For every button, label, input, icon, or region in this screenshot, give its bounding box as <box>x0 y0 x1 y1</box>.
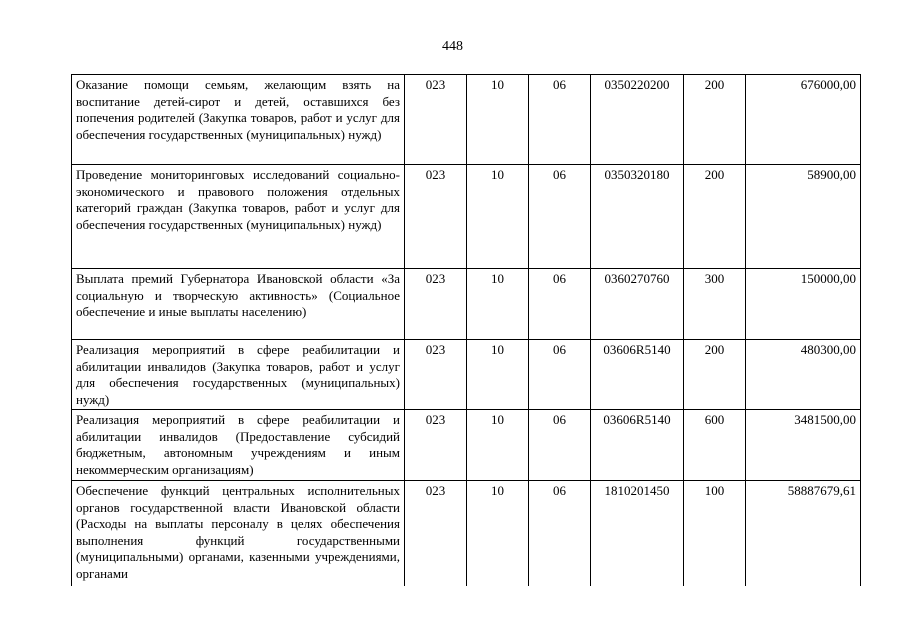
section-code: 10 <box>467 269 529 340</box>
section-code: 10 <box>467 165 529 269</box>
ministry-code: 023 <box>405 410 467 481</box>
expense-type-code: 600 <box>684 410 746 481</box>
subsection-code: 06 <box>529 75 591 165</box>
amount: 676000,00 <box>746 75 861 165</box>
section-code: 10 <box>467 75 529 165</box>
ministry-code: 023 <box>405 75 467 165</box>
subsection-code: 06 <box>529 410 591 481</box>
ministry-code: 023 <box>405 481 467 586</box>
budget-table <box>71 74 861 586</box>
expense-name: Оказание помощи семьям, желающим взять на воспитание детей-сирот и детей, оставшихся без попечения родителей (Закупка товаров, работ и услуг для обеспечения государственных (муниципальных) нужд) <box>72 75 405 165</box>
amount: 58900,00 <box>746 165 861 269</box>
expense-name: Реализация мероприятий в сфере реабилитации и абилитации инвалидов (Предоставление субсидий бюджетным, автономным учреждениям и иным некоммерческим организациям) <box>72 410 405 481</box>
amount: 58887679,61 <box>746 481 861 586</box>
amount: 150000,00 <box>746 269 861 340</box>
amount: 480300,00 <box>746 340 861 410</box>
table-row <box>72 410 861 481</box>
subsection-code: 06 <box>529 340 591 410</box>
subsection-code: 06 <box>529 165 591 269</box>
target-article-code: 03606R5140 <box>591 340 684 410</box>
target-article-code: 0350320180 <box>591 165 684 269</box>
ministry-code: 023 <box>405 165 467 269</box>
target-article-code: 0360270760 <box>591 269 684 340</box>
amount: 3481500,00 <box>746 410 861 481</box>
expense-type-code: 200 <box>684 340 746 410</box>
ministry-code: 023 <box>405 269 467 340</box>
section-code: 10 <box>467 340 529 410</box>
expense-type-code: 300 <box>684 269 746 340</box>
expense-type-code: 200 <box>684 75 746 165</box>
target-article-code: 03606R5140 <box>591 410 684 481</box>
expense-name: Реализация мероприятий в сфере реабилитации и абилитации инвалидов (Закупка товаров, работ и услуг для обеспечения государственных (муниципальных) нужд) <box>72 340 405 410</box>
target-article-code: 0350220200 <box>591 75 684 165</box>
ministry-code: 023 <box>405 340 467 410</box>
target-article-code: 1810201450 <box>591 481 684 586</box>
subsection-code: 06 <box>529 481 591 586</box>
page-number: 448 <box>442 39 463 54</box>
section-code: 10 <box>467 410 529 481</box>
table-row <box>72 340 861 410</box>
expense-type-code: 200 <box>684 165 746 269</box>
table-row <box>72 269 861 340</box>
table-row <box>72 75 861 165</box>
table-row <box>72 165 861 269</box>
subsection-code: 06 <box>529 269 591 340</box>
table-row <box>72 481 861 586</box>
expense-type-code: 100 <box>684 481 746 586</box>
expense-name: Проведение мониторинговых исследований социально-экономического и правового положения отдельных категорий граждан (Закупка товаров, работ и услуг для обеспечения государственных (муниципальных) нужд) <box>72 165 405 269</box>
section-code: 10 <box>467 481 529 586</box>
expense-name: Обеспечение функций центральных исполнительных органов государственной власти Ивановской области (Расходы на выплаты персоналу в целях обеспечения выполнения функций государственными (муниципальными) органами, казенными учреждениями, органами <box>72 481 405 586</box>
expense-name: Выплата премий Губернатора Ивановской области «За социальную и творческую активность» (Социальное обеспечение и иные выплаты населению) <box>72 269 405 340</box>
